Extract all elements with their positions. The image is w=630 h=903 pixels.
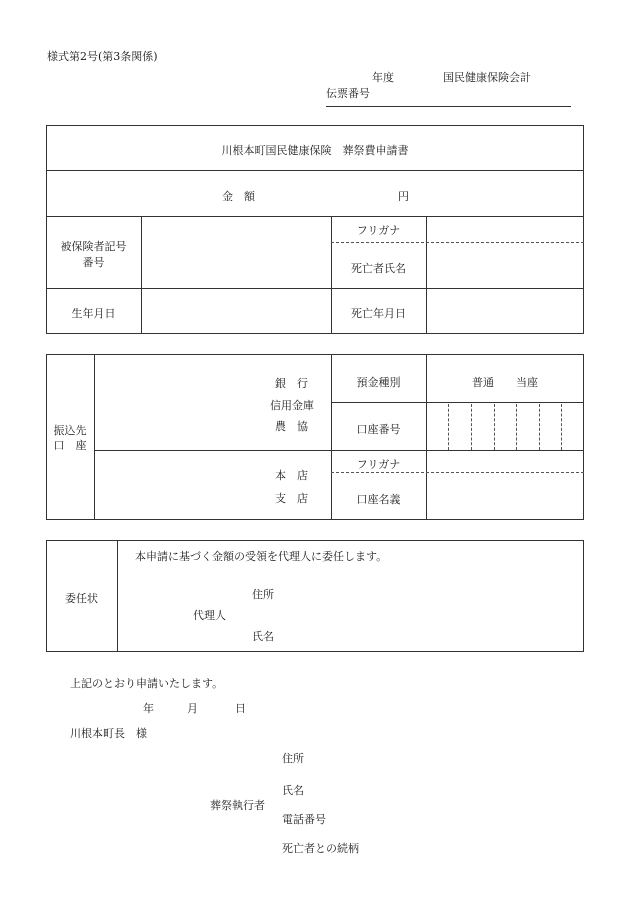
digit-divider [494, 404, 495, 450]
insured-number-label-2: 番号 [82, 256, 105, 269]
divider [46, 170, 584, 171]
digit-divider [516, 404, 517, 450]
year-label: 年 [143, 702, 154, 715]
furigana-label: フリガナ [356, 458, 401, 471]
bank-label: 銀 行 [275, 377, 308, 390]
divider [46, 216, 584, 217]
credit-union-label: 信用金庫 [270, 399, 314, 412]
amount-unit: 円 [398, 190, 409, 203]
deposit-type-label: 預金種別 [356, 376, 401, 389]
account-holder-label: 口座名義 [356, 493, 401, 506]
phone-label: 電話番号 [282, 813, 326, 826]
digit-divider [471, 404, 472, 450]
amount-label: 金 額 [222, 190, 255, 203]
month-label: 月 [187, 702, 198, 715]
insured-number-label: 被保険者記号 [60, 240, 127, 253]
proxy-agent-label: 代理人 [193, 609, 226, 622]
form-title: 川根本町国民健康保険 葬祭費申請書 [221, 144, 409, 157]
day-label: 日 [235, 702, 246, 715]
deceased-name-label: 死亡者氏名 [351, 262, 406, 275]
divider [426, 216, 427, 334]
furigana-label: フリガナ [356, 224, 401, 237]
account-label: 国民健康保険会計 [443, 71, 531, 84]
birth-date-label: 生年月日 [71, 307, 116, 320]
divider [46, 288, 584, 289]
digit-divider [448, 404, 449, 450]
addressee: 川根本町長 様 [70, 727, 147, 740]
form-number: 様式第2号(第3条関係) [47, 50, 158, 63]
digit-divider [561, 404, 562, 450]
voucher-number-label: 伝票番号 [326, 87, 370, 100]
agri-coop-label: 農 協 [275, 420, 308, 433]
proxy-statement: 本申請に基づく金額の受領を代理人に委任します。 [135, 550, 388, 563]
transfer-account-label-2: 口 座 [53, 439, 87, 452]
digit-divider [539, 404, 540, 450]
divider [117, 540, 118, 652]
account-number-label: 口座番号 [356, 423, 401, 436]
voucher-underline [326, 106, 571, 107]
transfer-account-label: 振込先 [53, 424, 87, 437]
request-text: 上記のとおり申請いたします。 [70, 677, 224, 690]
applicant-name-label: 氏名 [282, 784, 304, 797]
proxy-label: 委任状 [65, 592, 98, 605]
funeral-executor-label: 葬祭執行者 [210, 799, 265, 812]
fiscal-year-label: 年度 [372, 71, 394, 84]
furigana-divider [331, 472, 584, 473]
applicant-address-label: 住所 [282, 752, 304, 765]
relationship-label: 死亡者との続柄 [282, 842, 359, 855]
furigana-divider [331, 242, 584, 243]
head-office-label: 本 店 [275, 469, 308, 482]
proxy-name-label: 氏名 [252, 630, 274, 643]
divider [94, 450, 584, 451]
branch-label: 支 店 [275, 492, 308, 505]
proxy-address-label: 住所 [252, 588, 274, 601]
deposit-type-options: 普通 当座 [472, 376, 538, 389]
divider [141, 216, 142, 334]
death-date-label: 死亡年月日 [351, 307, 406, 320]
divider [94, 354, 95, 520]
divider [331, 402, 584, 403]
